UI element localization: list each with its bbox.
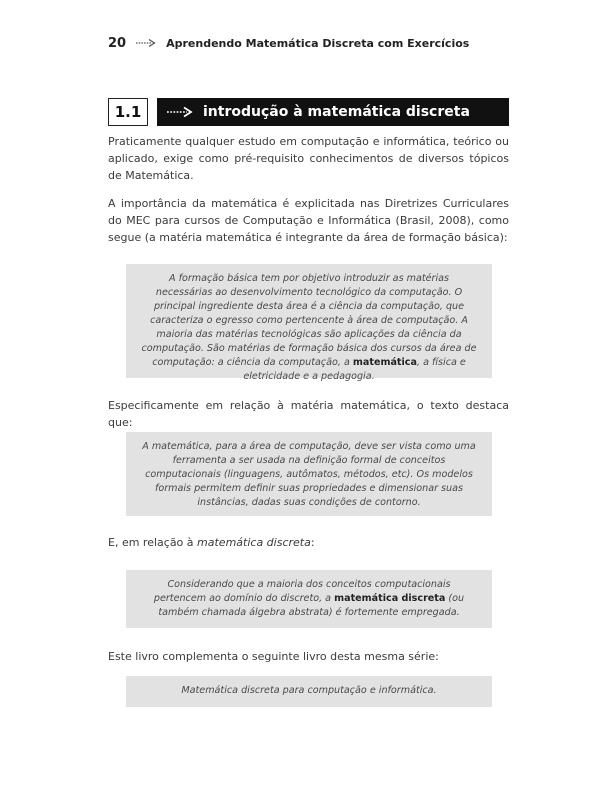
- paragraph-importance: A importância da matemática é explicitada nas Diretrizes Curriculares do MEC para cursos de Computação e Informática (Brasil, 2008), como segue (a matéria matemática é integrante da área de formação básica):: [108, 197, 509, 244]
- quote-text: Considerando que a maioria dos conceitos computacionais pertencem ao domínio do discreto, a: [153, 579, 451, 604]
- section-number: 1.1: [108, 98, 148, 126]
- paragraph-text: E, em relação à: [108, 536, 198, 549]
- dotted-arrow-icon: [136, 38, 156, 48]
- section-title: introdução à matemática discreta: [203, 104, 470, 120]
- paragraph-complementa: Este livro complementa o seguinte livro desta mesma série:: [108, 650, 439, 663]
- paragraph-text: :: [310, 536, 315, 549]
- quote-book-reference: [126, 676, 492, 707]
- paragraph-intro: Praticamente qualquer estudo em computação e informática, teórico ou aplicado, exige como pré-requisito conhecimentos de diversos tópicos de Matemática.: [108, 135, 509, 182]
- quote-text: A matemática, para a área de computação, deve ser vista como uma ferramenta a ser usada na definição formal de conceitos computacionais (linguagens, autômatos, métodos, etc). Os modelos formais permitem definir suas propriedades e dimensionar suas instâncias, dadas suas condições de contorno.: [142, 441, 476, 508]
- paragraph-discreta: [108, 534, 509, 551]
- paragraph-emphasis: matemática discreta: [197, 536, 311, 549]
- page-number: 20: [108, 35, 127, 51]
- dotted-arrow-icon: [167, 106, 193, 118]
- quote-text: A formação básica tem por objetivo introduzir as matérias necessárias ao desenvolvimento tecnológico da computação. O principal ingrediente desta área é a ciência da computação, que caracteriza o egresso como pertencente à área de computação. A maioria das matérias tecnológicas são aplicações da ciência da computação. São matérias de formação básica dos cursos da área de computação: a ciência da computação, a: [141, 273, 477, 368]
- running-title: Aprendendo Matemática Discreta com Exercícios: [166, 36, 470, 50]
- paragraph-especificamente: Especificamente em relação à matéria matemática, o texto destaca que:: [108, 399, 509, 429]
- quote-formacao-basica: [126, 264, 492, 382]
- quote-text: , a física e eletricidade e a pedagogia.: [243, 357, 466, 382]
- quote-matematica: [126, 432, 492, 516]
- section-heading: [108, 98, 509, 126]
- section-spacer: [148, 98, 157, 126]
- book-title: Matemática discreta para computação e informática.: [181, 685, 437, 696]
- quote-text: (ou também chamada álgebra abstrata) é fortemente empregada.: [158, 593, 465, 618]
- section-title-bar: [157, 98, 509, 126]
- quote-discreta: [126, 570, 492, 628]
- quote-emphasis: matemática discreta: [334, 593, 446, 604]
- quote-emphasis: matemática: [352, 357, 417, 368]
- page-header: [108, 34, 469, 52]
